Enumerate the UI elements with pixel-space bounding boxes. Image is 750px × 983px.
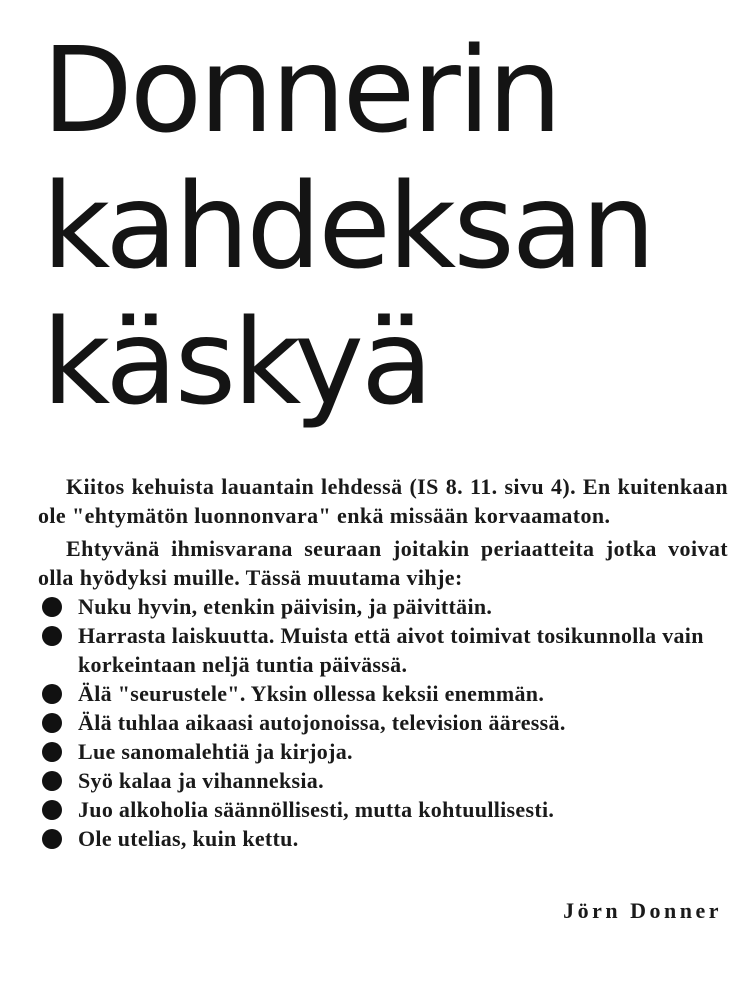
- list-item: [38, 737, 728, 766]
- tip-text: Lue sanomalehtiä ja kirjoja.: [78, 739, 353, 764]
- bullet-icon: [42, 771, 62, 791]
- bullet-icon: [42, 597, 62, 617]
- list-item: [38, 766, 728, 795]
- list-item: [38, 592, 728, 621]
- article-body: [38, 472, 728, 853]
- list-item: [38, 679, 728, 708]
- bullet-icon: [42, 742, 62, 762]
- headline: [42, 22, 653, 430]
- author-signature: Jörn Donner: [563, 898, 722, 923]
- intro-paragraph: Kiitos kehuista lauantain lehdessä (IS 8. 11. sivu 4). En kuitenkaan ole "ehtymätön luonnonvara" enkä missään korvaamaton.: [38, 474, 728, 528]
- tips-list: [38, 592, 728, 853]
- bullet-icon: [42, 800, 62, 820]
- bullet-icon: [42, 684, 62, 704]
- tip-text: Harrasta laiskuutta. Muista että aivot toimivat tosikunnolla vain korkeintaan neljä tuntia päivässä.: [78, 623, 704, 677]
- tip-text: Nuku hyvin, etenkin päivisin, ja päivittäin.: [78, 594, 493, 619]
- list-item: [38, 795, 728, 824]
- tip-text: Älä tuhlaa aikaasi autojonoissa, television ääressä.: [78, 710, 566, 735]
- tip-text: Syö kalaa ja vihanneksia.: [78, 768, 324, 793]
- tip-text: Juo alkoholia säännöllisesti, mutta kohtuullisesti.: [78, 797, 555, 822]
- list-item: [38, 708, 728, 737]
- intro-paragraph: Ehtyvänä ihmisvarana seuraan joitakin periaatteita jotka voivat olla hyödyksi muille. Tässä muutama vihje:: [38, 536, 728, 590]
- list-item: [38, 621, 728, 679]
- tip-text: Älä "seurustele". Yksin ollessa keksii enemmän.: [78, 681, 545, 706]
- bullet-icon: [42, 713, 62, 733]
- headline-line: Donnerin: [42, 21, 560, 159]
- tip-text: Ole utelias, kuin kettu.: [78, 826, 299, 851]
- bullet-icon: [42, 829, 62, 849]
- headline-line: kahdeksan: [42, 157, 653, 295]
- bullet-icon: [42, 626, 62, 646]
- list-item: [38, 824, 728, 853]
- headline-line: käskyä: [42, 293, 431, 431]
